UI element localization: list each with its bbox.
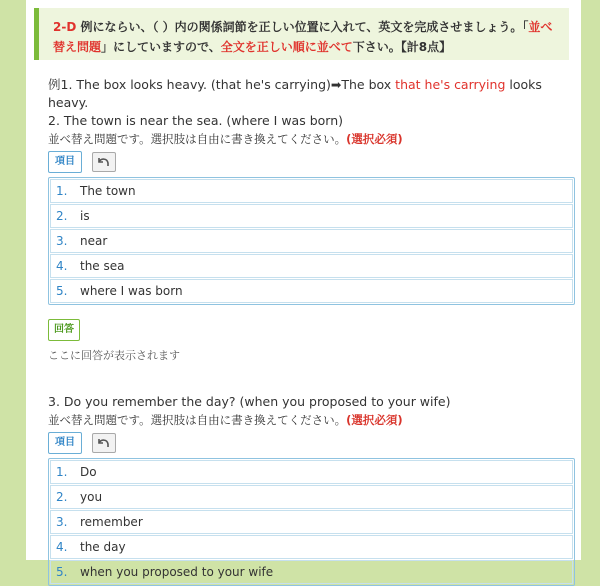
item-number: 1. — [56, 465, 68, 479]
question-title: 2. The town is near the sea. (where I was born) — [48, 113, 344, 128]
sortable-item[interactable] — [50, 460, 573, 484]
question-instructions — [48, 130, 583, 148]
item-number: 5. — [56, 565, 68, 579]
question-instructions — [48, 411, 583, 429]
example-answer-a: The box — [341, 77, 396, 92]
item-number: 4. — [56, 540, 68, 554]
sortable-item[interactable] — [50, 279, 573, 303]
answer-section — [48, 319, 583, 365]
item-toolbar — [48, 433, 583, 453]
item-number: 3. — [56, 515, 68, 529]
sortable-item[interactable] — [50, 179, 573, 203]
item-number: 1. — [56, 184, 68, 198]
example-line — [48, 76, 583, 112]
item-number: 2. — [56, 209, 68, 223]
answer-placeholder: ここに回答が表示されます — [48, 349, 180, 362]
instruction-text: 並べ替え問題です。選択肢は自由に書き換えてください。 — [48, 132, 347, 146]
sortable-list — [48, 458, 575, 586]
required-label: (選択必須) — [346, 132, 403, 146]
sortable-item[interactable] — [50, 204, 573, 228]
question-area — [48, 76, 583, 586]
undo-button[interactable] — [92, 433, 116, 453]
item-text: Do — [80, 465, 97, 479]
answer-button[interactable]: 回答 — [48, 319, 80, 341]
question-title: 3. Do you remember the day? (when you proposed to your wife) — [48, 394, 451, 409]
sortable-item[interactable] — [50, 254, 573, 278]
item-number: 3. — [56, 234, 68, 248]
item-text: is — [80, 209, 90, 223]
sortable-item[interactable] — [50, 229, 573, 253]
instruction-box — [34, 8, 569, 60]
items-button[interactable]: 項目 — [48, 151, 82, 173]
instruction-text-d: 全文を正しい順に並べて — [220, 40, 353, 54]
undo-button[interactable] — [92, 152, 116, 172]
question-2 — [48, 112, 583, 365]
item-toolbar — [48, 152, 583, 172]
instruction-text-e: 下さい。【計8点】 — [352, 40, 452, 54]
sortable-list — [48, 177, 575, 305]
example-answer-b: looks heavy. — [48, 77, 542, 110]
undo-icon — [97, 437, 110, 448]
page — [26, 0, 581, 579]
example-answer-highlight: that he's carrying — [395, 77, 506, 92]
question-code: 2-D — [53, 20, 77, 34]
item-number: 4. — [56, 259, 68, 273]
item-text: you — [80, 490, 103, 504]
item-text: near — [80, 234, 108, 248]
sortable-item[interactable] — [50, 485, 573, 509]
instruction-text-c: 」にしていますので、 — [101, 40, 221, 54]
sortable-item[interactable] — [50, 510, 573, 534]
instruction-text-a: 例にならい、（ ）内の関係詞節を正しい位置に入れて、英文を完成させましょう。「 — [76, 20, 529, 34]
example-prefix: 例1. The box looks heavy. (that he's carrying) — [48, 77, 331, 92]
item-text: the day — [80, 540, 126, 554]
instruction-text-b: 並べ替え問題 — [53, 20, 553, 54]
item-text: The town — [80, 184, 136, 198]
sortable-item[interactable] — [50, 560, 573, 584]
required-label: (選択必須) — [346, 413, 403, 427]
item-text: the sea — [80, 259, 125, 273]
arrow-icon: ➡ — [330, 77, 342, 92]
undo-icon — [97, 156, 110, 167]
item-text: remember — [80, 515, 143, 529]
instruction-text: 並べ替え問題です。選択肢は自由に書き換えてください。 — [48, 413, 347, 427]
item-number: 2. — [56, 490, 68, 504]
sortable-item[interactable] — [50, 535, 573, 559]
items-button[interactable]: 項目 — [48, 432, 82, 454]
item-text: when you proposed to your wife — [80, 565, 274, 579]
item-text: where I was born — [80, 284, 183, 298]
item-number: 5. — [56, 284, 68, 298]
question-3 — [48, 393, 583, 586]
